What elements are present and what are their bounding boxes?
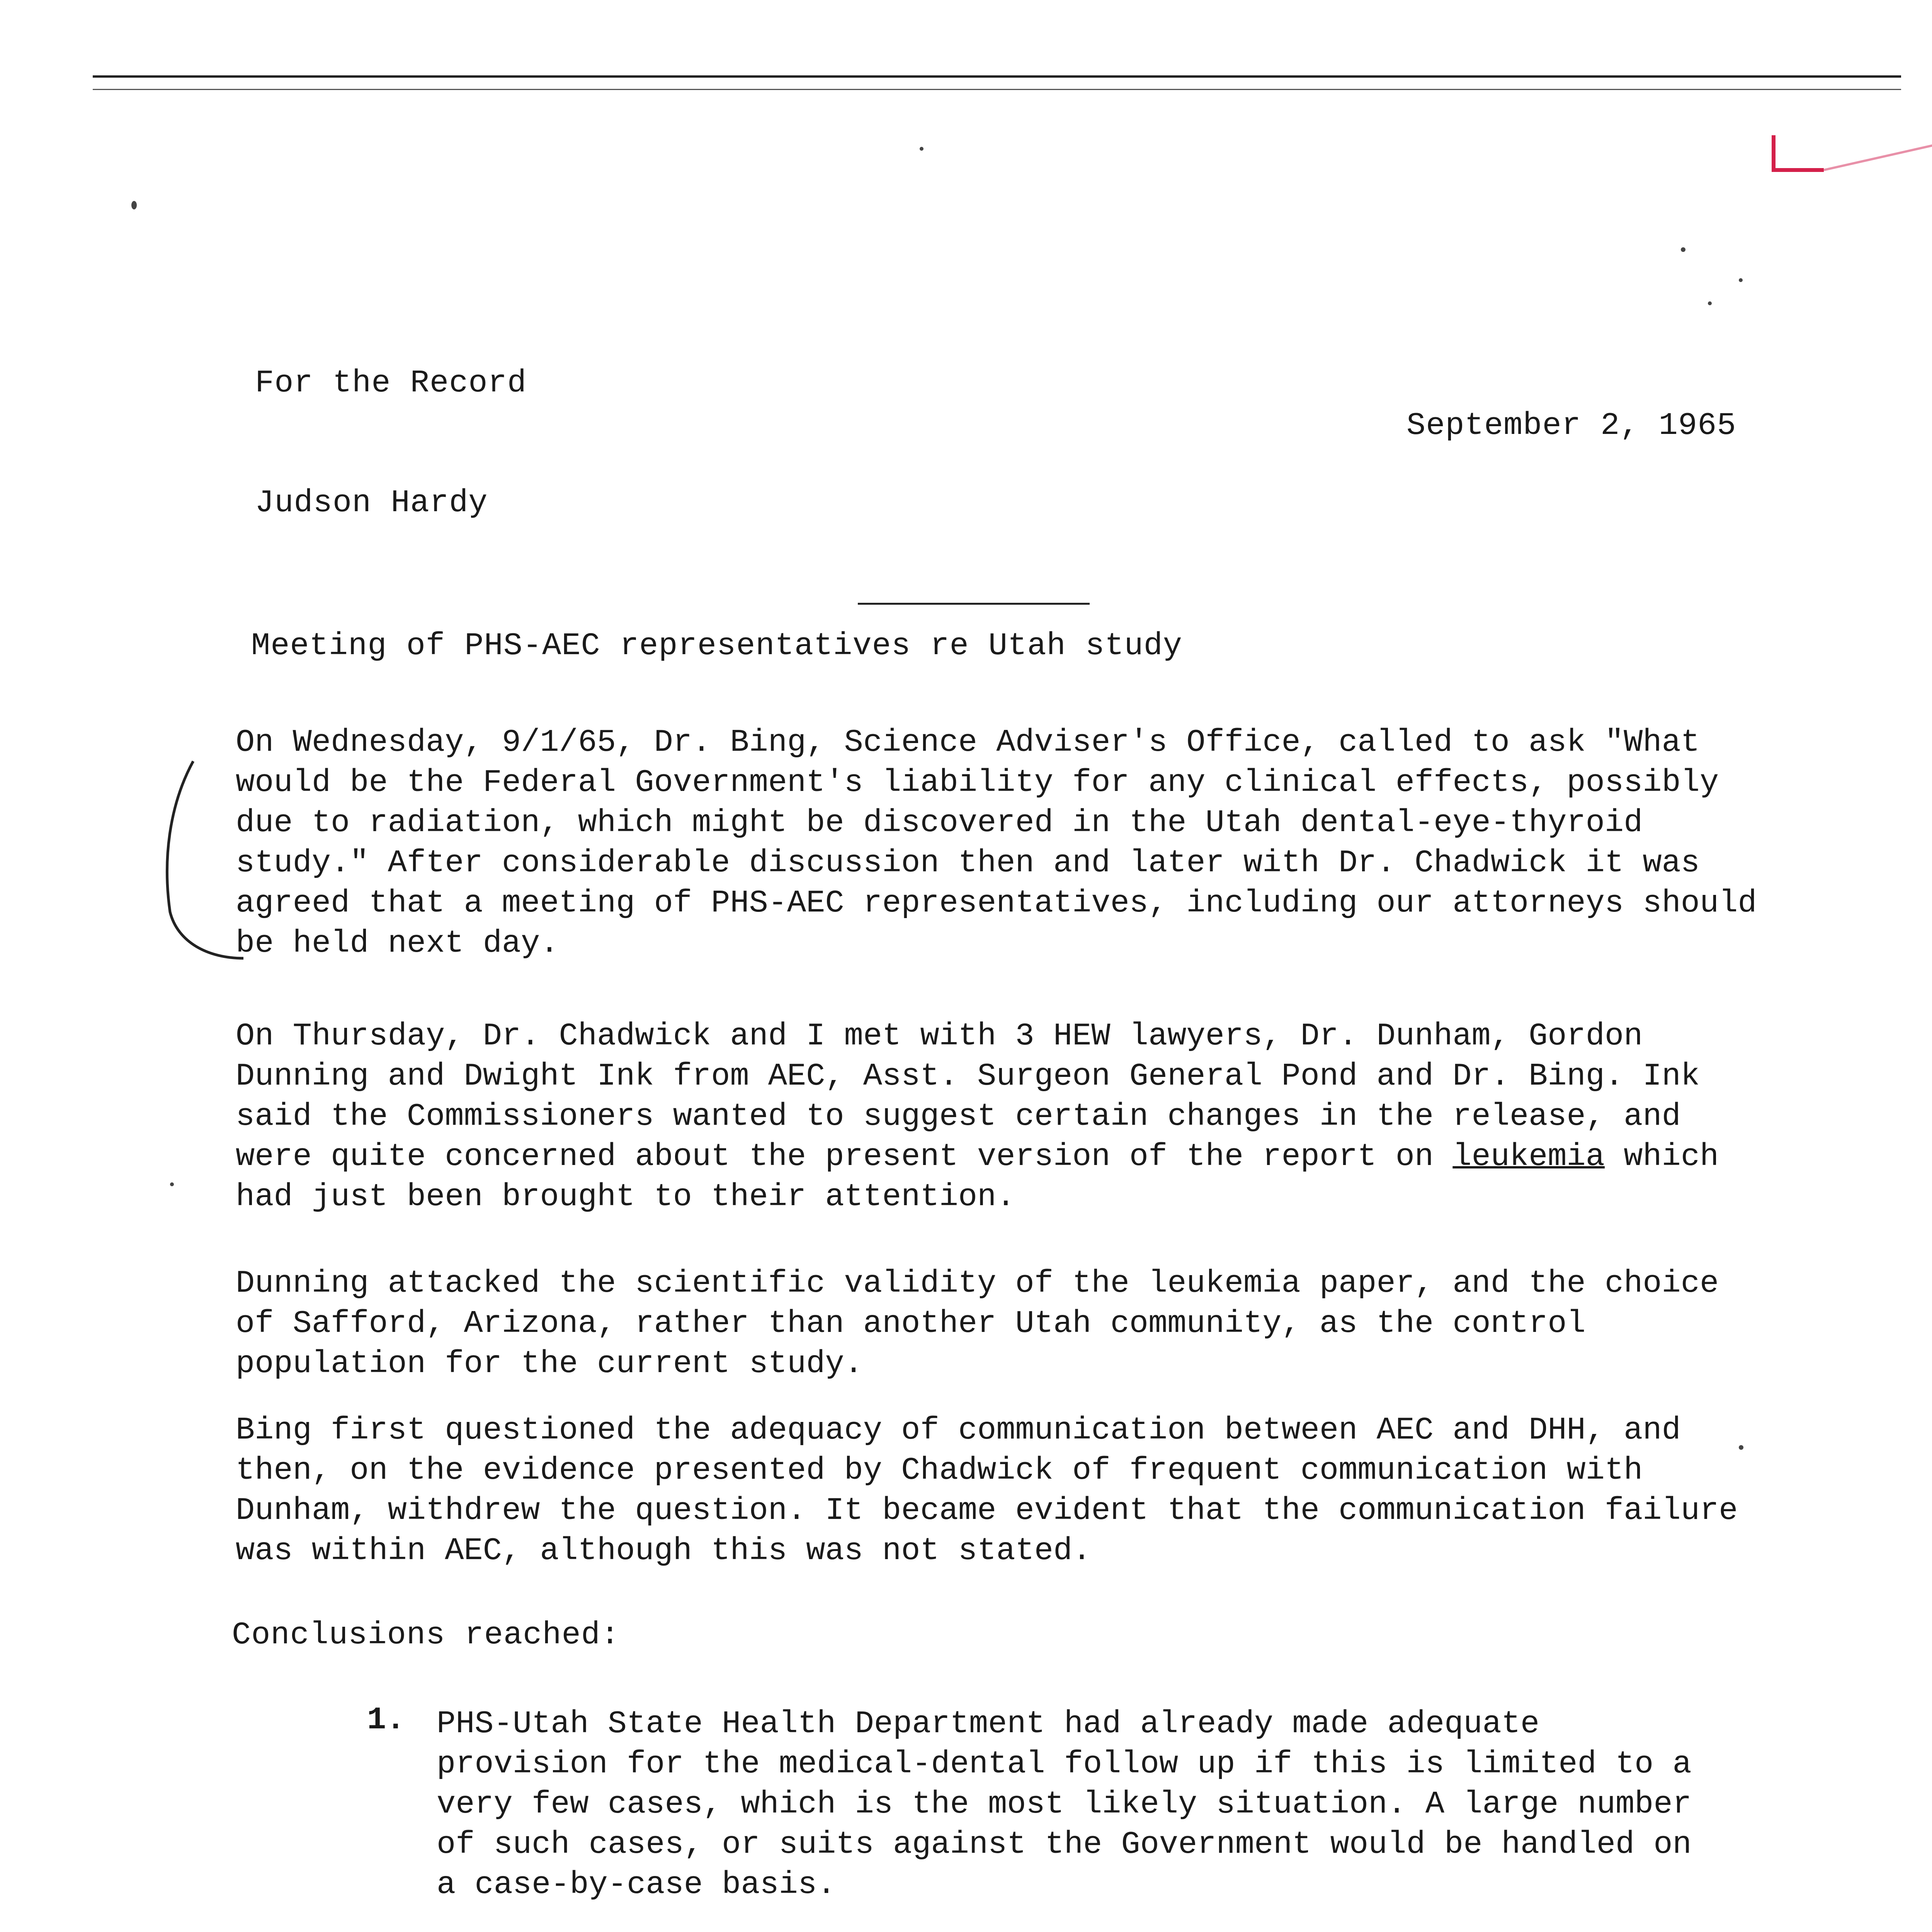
- conclusion-1-number: 1.: [367, 1702, 405, 1738]
- scan-speck: [131, 201, 137, 209]
- red-pen-mark: [1770, 128, 1932, 185]
- paragraph-2-text: On Thursday, Dr. Chadwick and I met with 3 HEW lawyers, Dr. Dunham, Gordon Dunning and Dwight Ink from AEC, Asst. Surgeon General Pond and Dr. Bing. Ink said the Commissioners wanted to suggest certain changes in the release, and were quite concerned about the present version of the report on leukemia which had just been brought to their attention.: [236, 1018, 1719, 1215]
- scan-speck: [1708, 301, 1712, 305]
- scan-speck: [1681, 247, 1685, 252]
- memo-subject: Meeting of PHS-AEC representatives re Utah study: [251, 628, 1182, 664]
- scan-speck: [1739, 278, 1743, 282]
- paragraph-3: Dunning attacked the scientific validity of the leukemia paper, and the choice of Safford, Arizona, rather than another Utah community, as the control population for the current study.: [236, 1265, 1719, 1382]
- memo-author: Judson Hardy: [255, 485, 488, 521]
- conclusion-1-text: PHS-Utah State Health Department had already made adequate provision for the medical-dental follow up if this is limited to a very few cases, which is the most likely situation. A large number of such cases, or suits against the Government would be handled on a case-by-case basis.: [437, 1706, 1692, 1903]
- scan-speck: [170, 1182, 174, 1186]
- paragraph-2: [236, 1016, 1766, 1217]
- paragraph-4: Bing first questioned the adequacy of communication between AEC and DHH, and then, on the evidence presented by Chadwick of frequent communication with Dunham, withdrew the question. It became evident that the communication failure was within AEC, although this was not stated.: [236, 1412, 1738, 1569]
- conclusions-heading: Conclusions reached:: [232, 1617, 620, 1653]
- margin-bracket-mark: [147, 757, 247, 974]
- top-border-line-secondary: [93, 89, 1901, 90]
- paragraph-1: On Wednesday, 9/1/65, Dr. Bing, Science Adviser's Office, called to ask "What would be the Federal Government's liability for any clinical effects, possibly due to radiation, which might be discovered in the Utah dental-eye-thyroid study." After considerable discussion then and later with Dr. Chadwick it was agreed that a meeting of PHS-AEC representatives, including our attorneys should be held next day.: [236, 724, 1757, 961]
- scan-speck: [920, 147, 923, 151]
- top-border-line: [93, 75, 1901, 78]
- for-the-record: For the Record: [255, 365, 527, 401]
- memo-date: September 2, 1965: [1406, 408, 1736, 444]
- subject-overline: [858, 603, 1090, 605]
- scan-speck: [1739, 1445, 1743, 1450]
